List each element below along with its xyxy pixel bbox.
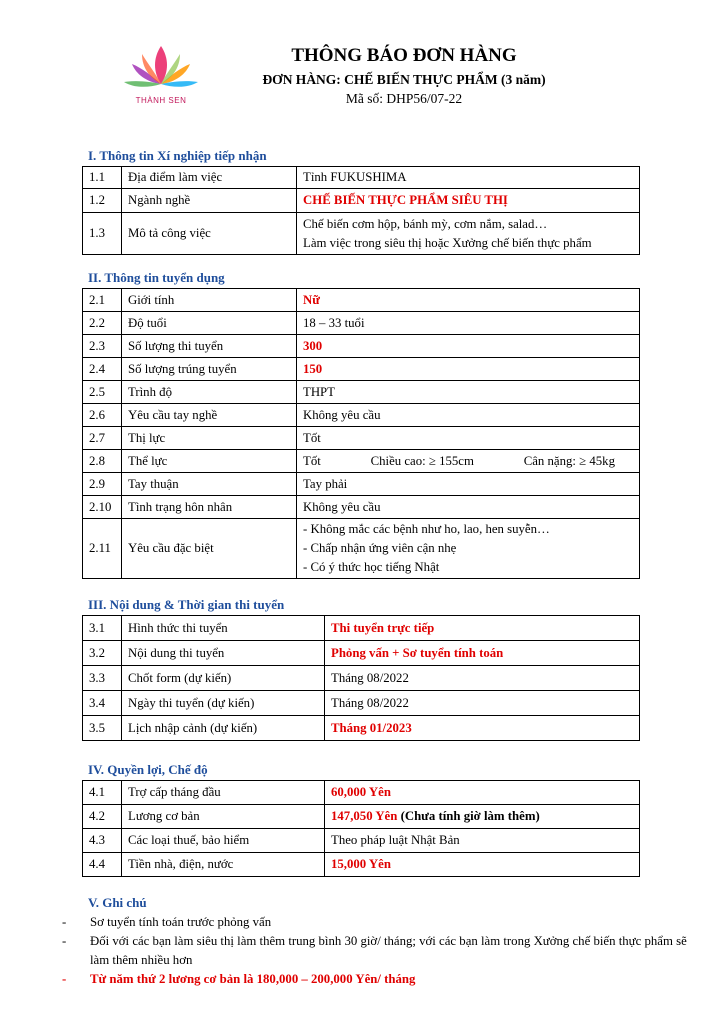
salary-note: (Chưa tính giờ làm thêm)	[400, 809, 540, 823]
row-number: 3.5	[83, 716, 122, 741]
section-title-company: I. Thông tin Xí nghiệp tiếp nhận	[88, 148, 267, 163]
row-value	[297, 519, 640, 579]
list-item	[62, 913, 702, 932]
row-label: Tay thuận	[122, 473, 297, 496]
row-number: 4.4	[83, 853, 122, 877]
table-row	[83, 381, 640, 404]
table-row	[83, 427, 640, 450]
weight-requirement: Cân nặng: ≥ 45kg	[523, 453, 615, 468]
row-value: 300	[297, 335, 640, 358]
bullet-dash: -	[62, 972, 67, 986]
row-value: 60,000 Yên	[325, 781, 640, 805]
note-text: Từ năm thứ 2 lương cơ bản là 180,000 – 200,000 Yên/ tháng	[90, 972, 416, 986]
note-text: Sơ tuyển tính toán trước phỏng vấn	[90, 915, 272, 929]
company-logo	[118, 40, 204, 112]
row-value: Tay phải	[297, 473, 640, 496]
row-value: THPT	[297, 381, 640, 404]
row-value: 18 – 33 tuổi	[297, 312, 640, 335]
row-label: Mô tả công việc	[122, 213, 297, 255]
row-label: Số lượng trúng tuyển	[122, 358, 297, 381]
logo-text: THÀNH SEN	[135, 96, 187, 105]
row-number: 3.2	[83, 641, 122, 666]
table-row	[83, 358, 640, 381]
table-row	[83, 189, 640, 213]
row-value: Tháng 08/2022	[325, 691, 640, 716]
row-number: 1.2	[83, 189, 122, 213]
row-number: 4.2	[83, 805, 122, 829]
table-row	[83, 167, 640, 189]
bullet-dash: -	[62, 915, 67, 929]
row-label: Giới tính	[122, 289, 297, 312]
table-row	[83, 716, 640, 741]
table-row	[83, 496, 640, 519]
fitness-value: Tốt	[303, 453, 321, 468]
document-subtitle: ĐƠN HÀNG: CHẾ BIẾN THỰC PHẨM (3 năm)	[262, 72, 546, 87]
row-value: Không yêu cầu	[297, 496, 640, 519]
section-title-notes: V. Ghi chú	[88, 895, 147, 910]
base-salary: 147,050 Yên	[331, 809, 398, 823]
row-value: Thi tuyển trực tiếp	[325, 616, 640, 641]
row-label: Lương cơ bản	[122, 805, 325, 829]
list-item	[62, 970, 702, 989]
row-label: Yêu cầu tay nghề	[122, 404, 297, 427]
row-value	[325, 805, 640, 829]
table-row	[83, 473, 640, 496]
table-row	[83, 666, 640, 691]
row-label: Thể lực	[122, 450, 297, 473]
value-line: Làm việc trong siêu thị hoặc Xưởng chế biến thực phẩm	[303, 235, 592, 250]
row-number: 2.10	[83, 496, 122, 519]
row-value: Theo pháp luật Nhật Bản	[325, 829, 640, 853]
document-code: Mã số: DHP56/07-22	[345, 91, 463, 106]
row-value: Không yêu cầu	[297, 404, 640, 427]
exam-info-table	[82, 615, 640, 741]
document-title: THÔNG BÁO ĐƠN HÀNG	[291, 45, 517, 66]
table-row	[83, 853, 640, 877]
row-label: Trình độ	[122, 381, 297, 404]
benefits-info-table	[82, 780, 640, 877]
row-label: Ngày thi tuyển (dự kiến)	[122, 691, 325, 716]
table-row	[83, 805, 640, 829]
row-number: 2.5	[83, 381, 122, 404]
list-item	[62, 932, 702, 970]
row-label: Chốt form (dự kiến)	[122, 666, 325, 691]
row-number: 2.9	[83, 473, 122, 496]
row-label: Địa điểm làm việc	[122, 167, 297, 189]
row-value	[297, 450, 640, 473]
lotus-icon	[118, 40, 204, 98]
table-row	[83, 213, 640, 255]
row-label: Lịch nhập cảnh (dự kiến)	[122, 716, 325, 741]
table-row	[83, 641, 640, 666]
row-number: 3.3	[83, 666, 122, 691]
row-label: Các loại thuế, bảo hiểm	[122, 829, 325, 853]
row-number: 2.7	[83, 427, 122, 450]
section-title-recruitment: II. Thông tin tuyển dụng	[88, 270, 225, 285]
row-value	[297, 213, 640, 255]
table-row	[83, 616, 640, 641]
row-label: Yêu cầu đặc biệt	[122, 519, 297, 579]
row-label: Độ tuổi	[122, 312, 297, 335]
row-number: 2.2	[83, 312, 122, 335]
row-label: Thị lực	[122, 427, 297, 450]
row-label: Hình thức thi tuyển	[122, 616, 325, 641]
table-row	[83, 781, 640, 805]
height-requirement: Chiều cao: ≥ 155cm	[370, 453, 474, 468]
row-number: 2.8	[83, 450, 122, 473]
row-number: 2.1	[83, 289, 122, 312]
row-value: Tốt	[297, 427, 640, 450]
row-label: Nội dung thi tuyển	[122, 641, 325, 666]
row-value: 150	[297, 358, 640, 381]
row-label: Số lượng thi tuyển	[122, 335, 297, 358]
table-row	[83, 312, 640, 335]
row-number: 3.4	[83, 691, 122, 716]
row-number: 2.6	[83, 404, 122, 427]
bullet-dash: -	[62, 934, 67, 948]
row-number: 4.1	[83, 781, 122, 805]
table-row	[83, 289, 640, 312]
row-value: 15,000 Yên	[325, 853, 640, 877]
notes-list	[62, 913, 702, 989]
row-number: 2.4	[83, 358, 122, 381]
row-value: Tháng 08/2022	[325, 666, 640, 691]
row-number: 1.3	[83, 213, 122, 255]
table-row	[83, 450, 640, 473]
row-number: 3.1	[83, 616, 122, 641]
row-label: Ngành nghề	[122, 189, 297, 213]
value-line: - Có ý thức học tiếng Nhật	[303, 560, 440, 574]
row-value: Phỏng vấn + Sơ tuyển tính toán	[325, 641, 640, 666]
section-title-exam: III. Nội dung & Thời gian thi tuyển	[88, 597, 285, 612]
table-row	[83, 829, 640, 853]
row-value: Nữ	[297, 289, 640, 312]
document-header	[212, 44, 596, 108]
row-label: Tình trạng hôn nhân	[122, 496, 297, 519]
row-label: Trợ cấp tháng đầu	[122, 781, 325, 805]
table-row	[83, 335, 640, 358]
row-number: 4.3	[83, 829, 122, 853]
recruitment-info-table	[82, 288, 640, 579]
value-line: - Chấp nhận ứng viên cận nhẹ	[303, 541, 457, 555]
row-label: Tiền nhà, điện, nước	[122, 853, 325, 877]
company-info-table	[82, 166, 640, 255]
table-row	[83, 519, 640, 579]
value-line: Chế biến cơm hộp, bánh mỳ, cơm nắm, salad…	[303, 216, 548, 231]
section-title-benefits: IV. Quyền lợi, Chế độ	[88, 762, 208, 777]
row-value: Tháng 01/2023	[325, 716, 640, 741]
row-value: CHẾ BIẾN THỰC PHẨM SIÊU THỊ	[297, 189, 640, 213]
row-number: 1.1	[83, 167, 122, 189]
row-number: 2.3	[83, 335, 122, 358]
row-value: Tỉnh FUKUSHIMA	[297, 167, 640, 189]
row-number: 2.11	[83, 519, 122, 579]
value-line: - Không mắc các bệnh như ho, lao, hen suyễn…	[303, 522, 550, 536]
note-text: Đối với các bạn làm siêu thị làm thêm trung bình 30 giờ/ tháng; với các bạn làm trong Xưởng chế biến thực phẩm sẽ làm thêm nhiều hơn	[90, 934, 687, 967]
table-row	[83, 691, 640, 716]
table-row	[83, 404, 640, 427]
